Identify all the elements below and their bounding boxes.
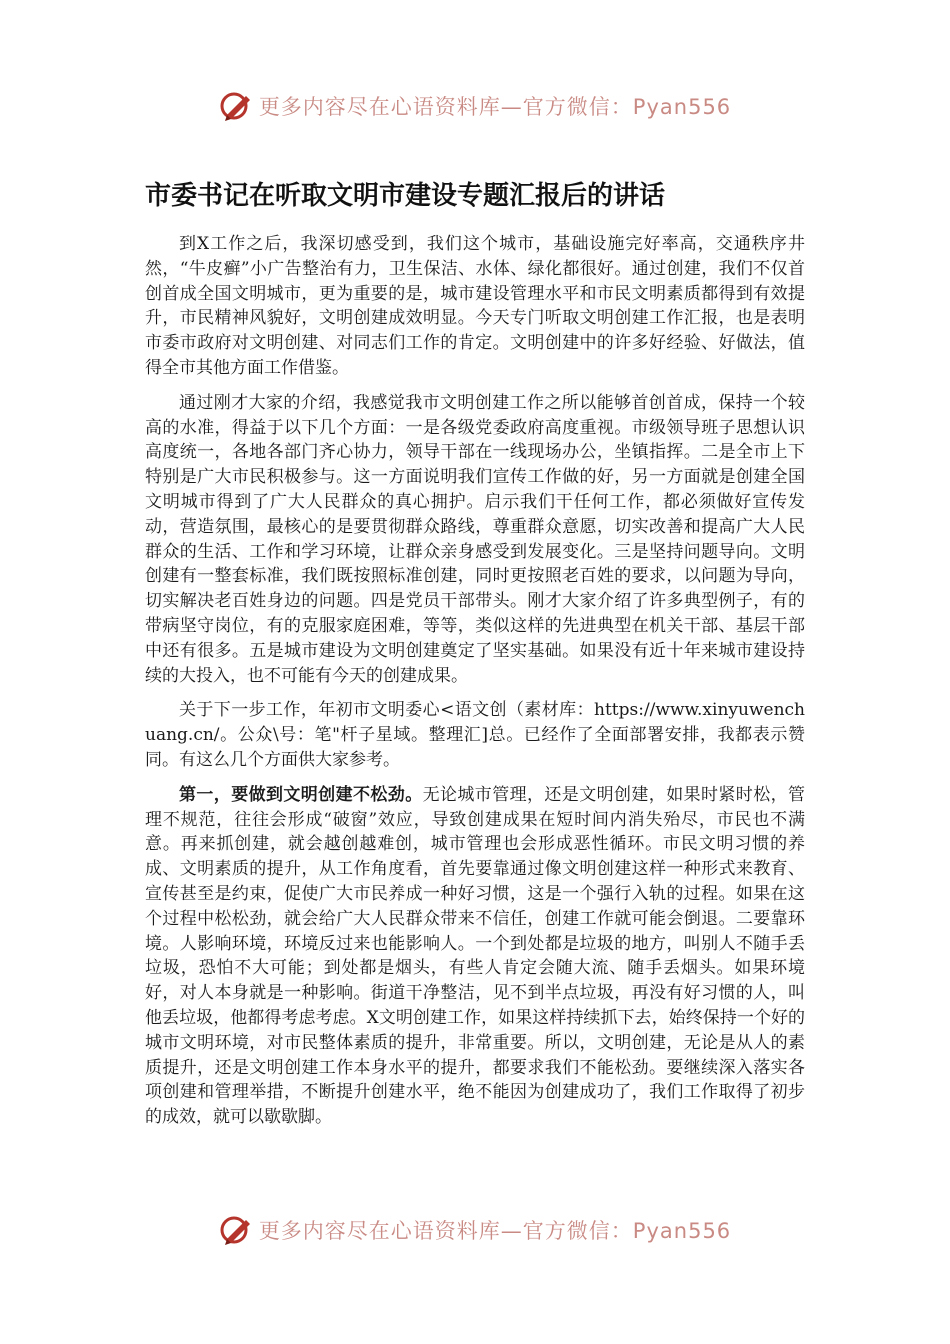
document-title: 市委书记在听取文明市建设专题汇报后的讲话 (145, 181, 666, 211)
pen-logo-icon (219, 1213, 253, 1247)
paragraph-text: 到X工作之后，我深切感受到，我们这个城市，基础设施完好率高，交通秩序井然，“牛皮癣”小广告整治有力，卫生保洁、水体、绿化都很好。通过创建，我们不仅首创首成全国文明城市，更为重要的是，城市建设管理水平和市民文明素质都得到有效提升，市民精神风貌好，文明创建成效明显。今天专门听取文明创建工作汇报，也是表明市委市政府对文明创建、对同志们工作的肯定。文明创建中的许多好经验、好做法，值得全市其他方面工作借鉴。 (145, 234, 805, 378)
watermark-text: 更多内容尽在心语资料库—官方微信：Pyan556 (258, 1219, 732, 1243)
header-watermark (0, 84, 950, 128)
paragraph-text: 通过刚才大家的介绍，我感觉我市文明创建工作之所以能够首创首成，保持一个较高的水准，得益于以下几个方面：一是各级党委政府高度重视。市级领导班子思想认识高度统一，各地各部门齐心协力，领导干部在一线现场办公，坐镇指挥。二是全市上下特别是广大市民积极参与。这一方面说明我们宣传工作做的好，另一方面就是创建全国文明城市得到了广大人民群众的真心拥护。启示我们干任何工作，都必须做好宣传发动，营造氛围，最核心的是要贯彻群众路线，尊重群众意愿，切实改善和提高广大人民群众的生活、工作和学习环境，让群众亲身感受到发展变化。三是坚持问题导向。文明创建有一整套标准，我们既按照标准创建，同时更按照老百姓的要求，以问题为导向，切实解决老百姓身边的问题。四是党员干部带头。刚才大家介绍了许多典型例子，有的带病坚守岗位，有的克服家庭困难，等等，类似这样的先进典型在机关干部、基层干部中还有很多。五是城市建设为文明创建奠定了坚实基础。如果没有近十年来城市建设持续的大投入，也不可能有今天的创建成果。 (145, 392, 805, 686)
watermark-text: 更多内容尽在心语资料库—官方微信：Pyan556 (258, 95, 732, 119)
paragraph-text: 无论城市管理，还是文明创建，如果时紧时松，管理不规范，往往会形成“破窗”效应，导致创建成果在短时间内消失殆尽，市民也不满意。再来抓创建，就会越创越难创，城市管理也会形成恶性循环。市民文明习惯的养成、文明素质的提升，从工作角度看，首先要靠通过像文明创建这样一种形式来教育、宣传甚至是约束，促使广大市民养成一种好习惯，这是一个强行入轨的过程。如果在这个过程中松松劲，就会给广大人民群众带来不信任，创建工作就可能会倒退。二要靠环境。人影响环境，环境反过来也能影响人。一个到处都是垃圾的地方，叫别人不随手丢垃圾，恐怕不大可能；到处都是烟头，有些人肯定会随大流、随手丢烟头。如果环境好，对人本身就是一种影响。街道干净整洁，见不到半点垃圾，再没有好习惯的人，叫他丢垃圾，他都得考虑考虑。X文明创建工作，如果这样持续抓下去，始终保持一个好的城市文明环境，对市民整体素质的提升，非常重要。所以，文明创建，无论是从人的素质提升，还是文明创建工作本身水平的提升，都要求我们不能松劲。要继续深入落实各项创建和管理举措，不断提升创建水平，绝不能因为创建成功了，我们工作取得了初步的成效，就可以歇歇脚。 (145, 784, 806, 1128)
paragraph (145, 698, 805, 772)
paragraph-lead: 第一，要做到文明创建不松劲。 (179, 784, 423, 805)
paragraph (145, 391, 805, 689)
footer-watermark (0, 1208, 950, 1252)
paragraph (145, 232, 805, 381)
paragraph (145, 783, 805, 1130)
document-body (145, 232, 805, 1140)
pen-logo-icon (219, 89, 253, 123)
paragraph-text: 关于下一步工作，年初市文明委心<语文创（素材库：https://www.xinyuwenchuang.cn/。公众\号：笔"杆子星域。整理汇]总。已经作了全面部署安排，我都表示赞同。有这么几个方面供大家参考。 (145, 700, 805, 770)
